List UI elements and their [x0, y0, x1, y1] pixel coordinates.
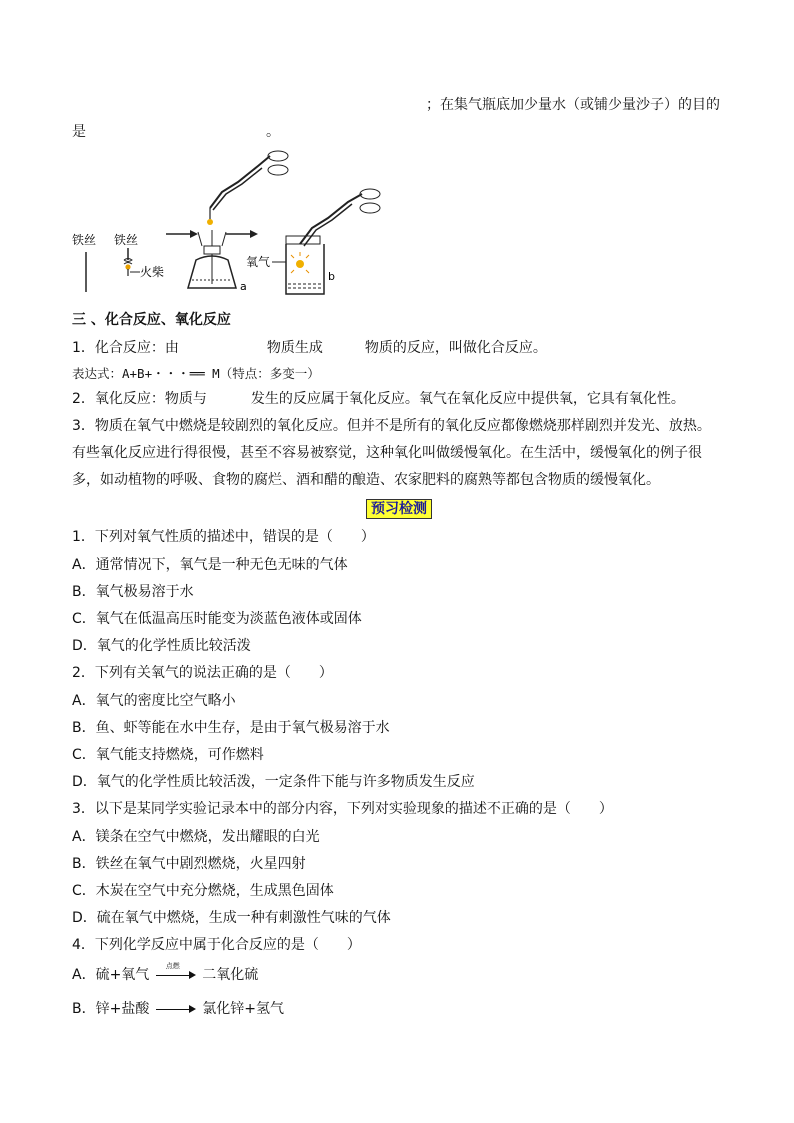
q4-option-b[interactable]	[72, 1000, 284, 1018]
figure-label-iron-wire-1: 铁丝	[72, 233, 97, 247]
arrow-head-icon	[189, 971, 196, 979]
item1-part-a: 1．化合反应：由	[72, 340, 179, 356]
q2-option-d[interactable]: D．氧气的化学性质比较活泼，一定条件下能与许多物质发生反应	[72, 774, 475, 790]
oxidation-reaction-definition	[72, 390, 685, 408]
intro-line-2-start: 是	[72, 124, 86, 140]
match-head	[125, 264, 130, 269]
intro-line-1: ；在集气瓶底加少量水（或铺少量沙子）的目的	[426, 97, 720, 113]
flame-a	[207, 219, 213, 225]
q1-option-b[interactable]: B．氧气极易溶于水	[72, 584, 194, 600]
question-3: 3．以下是某同学实验记录本中的部分内容，下列对实验现象的描述不正确的是（ ）	[72, 801, 613, 817]
arrow-head-icon	[189, 1005, 196, 1013]
ignite-condition: 点燃	[165, 962, 180, 970]
q2-option-c[interactable]: C．氧气能支持燃烧，可作燃料	[72, 747, 264, 763]
item1-part-c: 物质的反应，叫做化合反应。	[364, 340, 547, 356]
reaction-arrow	[154, 1000, 198, 1018]
q4-b-products: 氯化锌+氢气	[202, 1001, 284, 1017]
intro-line-2-end: 。	[266, 124, 280, 140]
question-4: 4．下列化学反应中属于化合反应的是（ ）	[72, 937, 361, 953]
q2-option-a[interactable]: A．氧气的密度比空气略小	[72, 693, 236, 709]
item1-part-b: 物质生成	[266, 340, 323, 356]
figure-label-b: b	[328, 270, 335, 283]
q1-option-d[interactable]: D．氧气的化学性质比较活泼	[72, 638, 251, 654]
q2-option-b[interactable]: B．鱼、虾等能在水中生存，是由于氧气极易溶于水	[72, 720, 390, 736]
slow-oxidation-paragraph: 3．物质在氧气中燃烧是较剧烈的氧化反应。但并不是所有的氧化反应都像燃烧那样剧烈并发光、放热。有些氧化反应进行得很慢，甚至不容易被察觉，这种氧化叫做缓慢氧化。在生活中，缓慢氧化的例子很多，如动植物的呼吸、食物的腐烂、酒和醋的酿造、农家肥料的腐熟等都包含物质的缓慢氧化。	[72, 418, 711, 488]
q3-option-c[interactable]: C．木炭在空气中充分燃烧，生成黑色固体	[72, 883, 334, 899]
q3-option-b[interactable]: B．铁丝在氧气中剧烈燃烧，火星四射	[72, 856, 306, 872]
lamp-flame	[198, 230, 226, 246]
burning-wire-b	[296, 260, 304, 268]
gas-bottle	[286, 244, 324, 294]
q3-option-d[interactable]: D．硫在氧气中燃烧，生成一种有刺激性气味的气体	[72, 910, 391, 926]
reaction-arrow-ignite	[154, 962, 198, 984]
q3-option-a[interactable]: A．镁条在空气中燃烧，发出耀眼的白光	[72, 829, 320, 845]
item2-part-b: 发生的反应属于氧化反应。氧气在氧化反应中提供氧，它具有氧化性。	[250, 391, 685, 407]
figure-label-iron-wire-2: 铁丝	[114, 233, 139, 247]
item2-part-a: 2．氧化反应：物质与	[72, 391, 207, 407]
q4-option-a[interactable]	[72, 962, 259, 984]
question-1: 1．下列对氧气性质的描述中，错误的是（ ）	[72, 529, 375, 545]
figure-label-oxygen: 氧气	[246, 255, 271, 269]
q4-b-reactants: B．锌+盐酸	[72, 1001, 150, 1017]
combination-reaction-definition	[72, 339, 547, 357]
figure-label-match: 火柴	[140, 265, 165, 279]
tongs-a	[210, 156, 270, 208]
preview-check-badge: 预习检测	[366, 499, 432, 519]
q1-option-c[interactable]: C．氧气在低温高压时能变为淡蓝色液体或固体	[72, 611, 362, 627]
intro-line-2	[72, 123, 280, 141]
figure-label-a: a	[240, 280, 247, 293]
question-2: 2．下列有关氧气的说法正确的是（ ）	[72, 665, 333, 681]
experiment-figure	[72, 148, 392, 298]
section-heading: 三 、化合反应、氧化反应	[72, 312, 231, 328]
q4-a-products: 二氧化硫	[202, 967, 259, 983]
q1-option-a[interactable]: A．通常情况下，氧气是一种无色无味的气体	[72, 557, 348, 573]
q4-a-reactants: A．硫+氧气	[72, 967, 150, 983]
reaction-expression: 表达式：A+B+・・・══ M（特点：多变一）	[72, 366, 320, 381]
